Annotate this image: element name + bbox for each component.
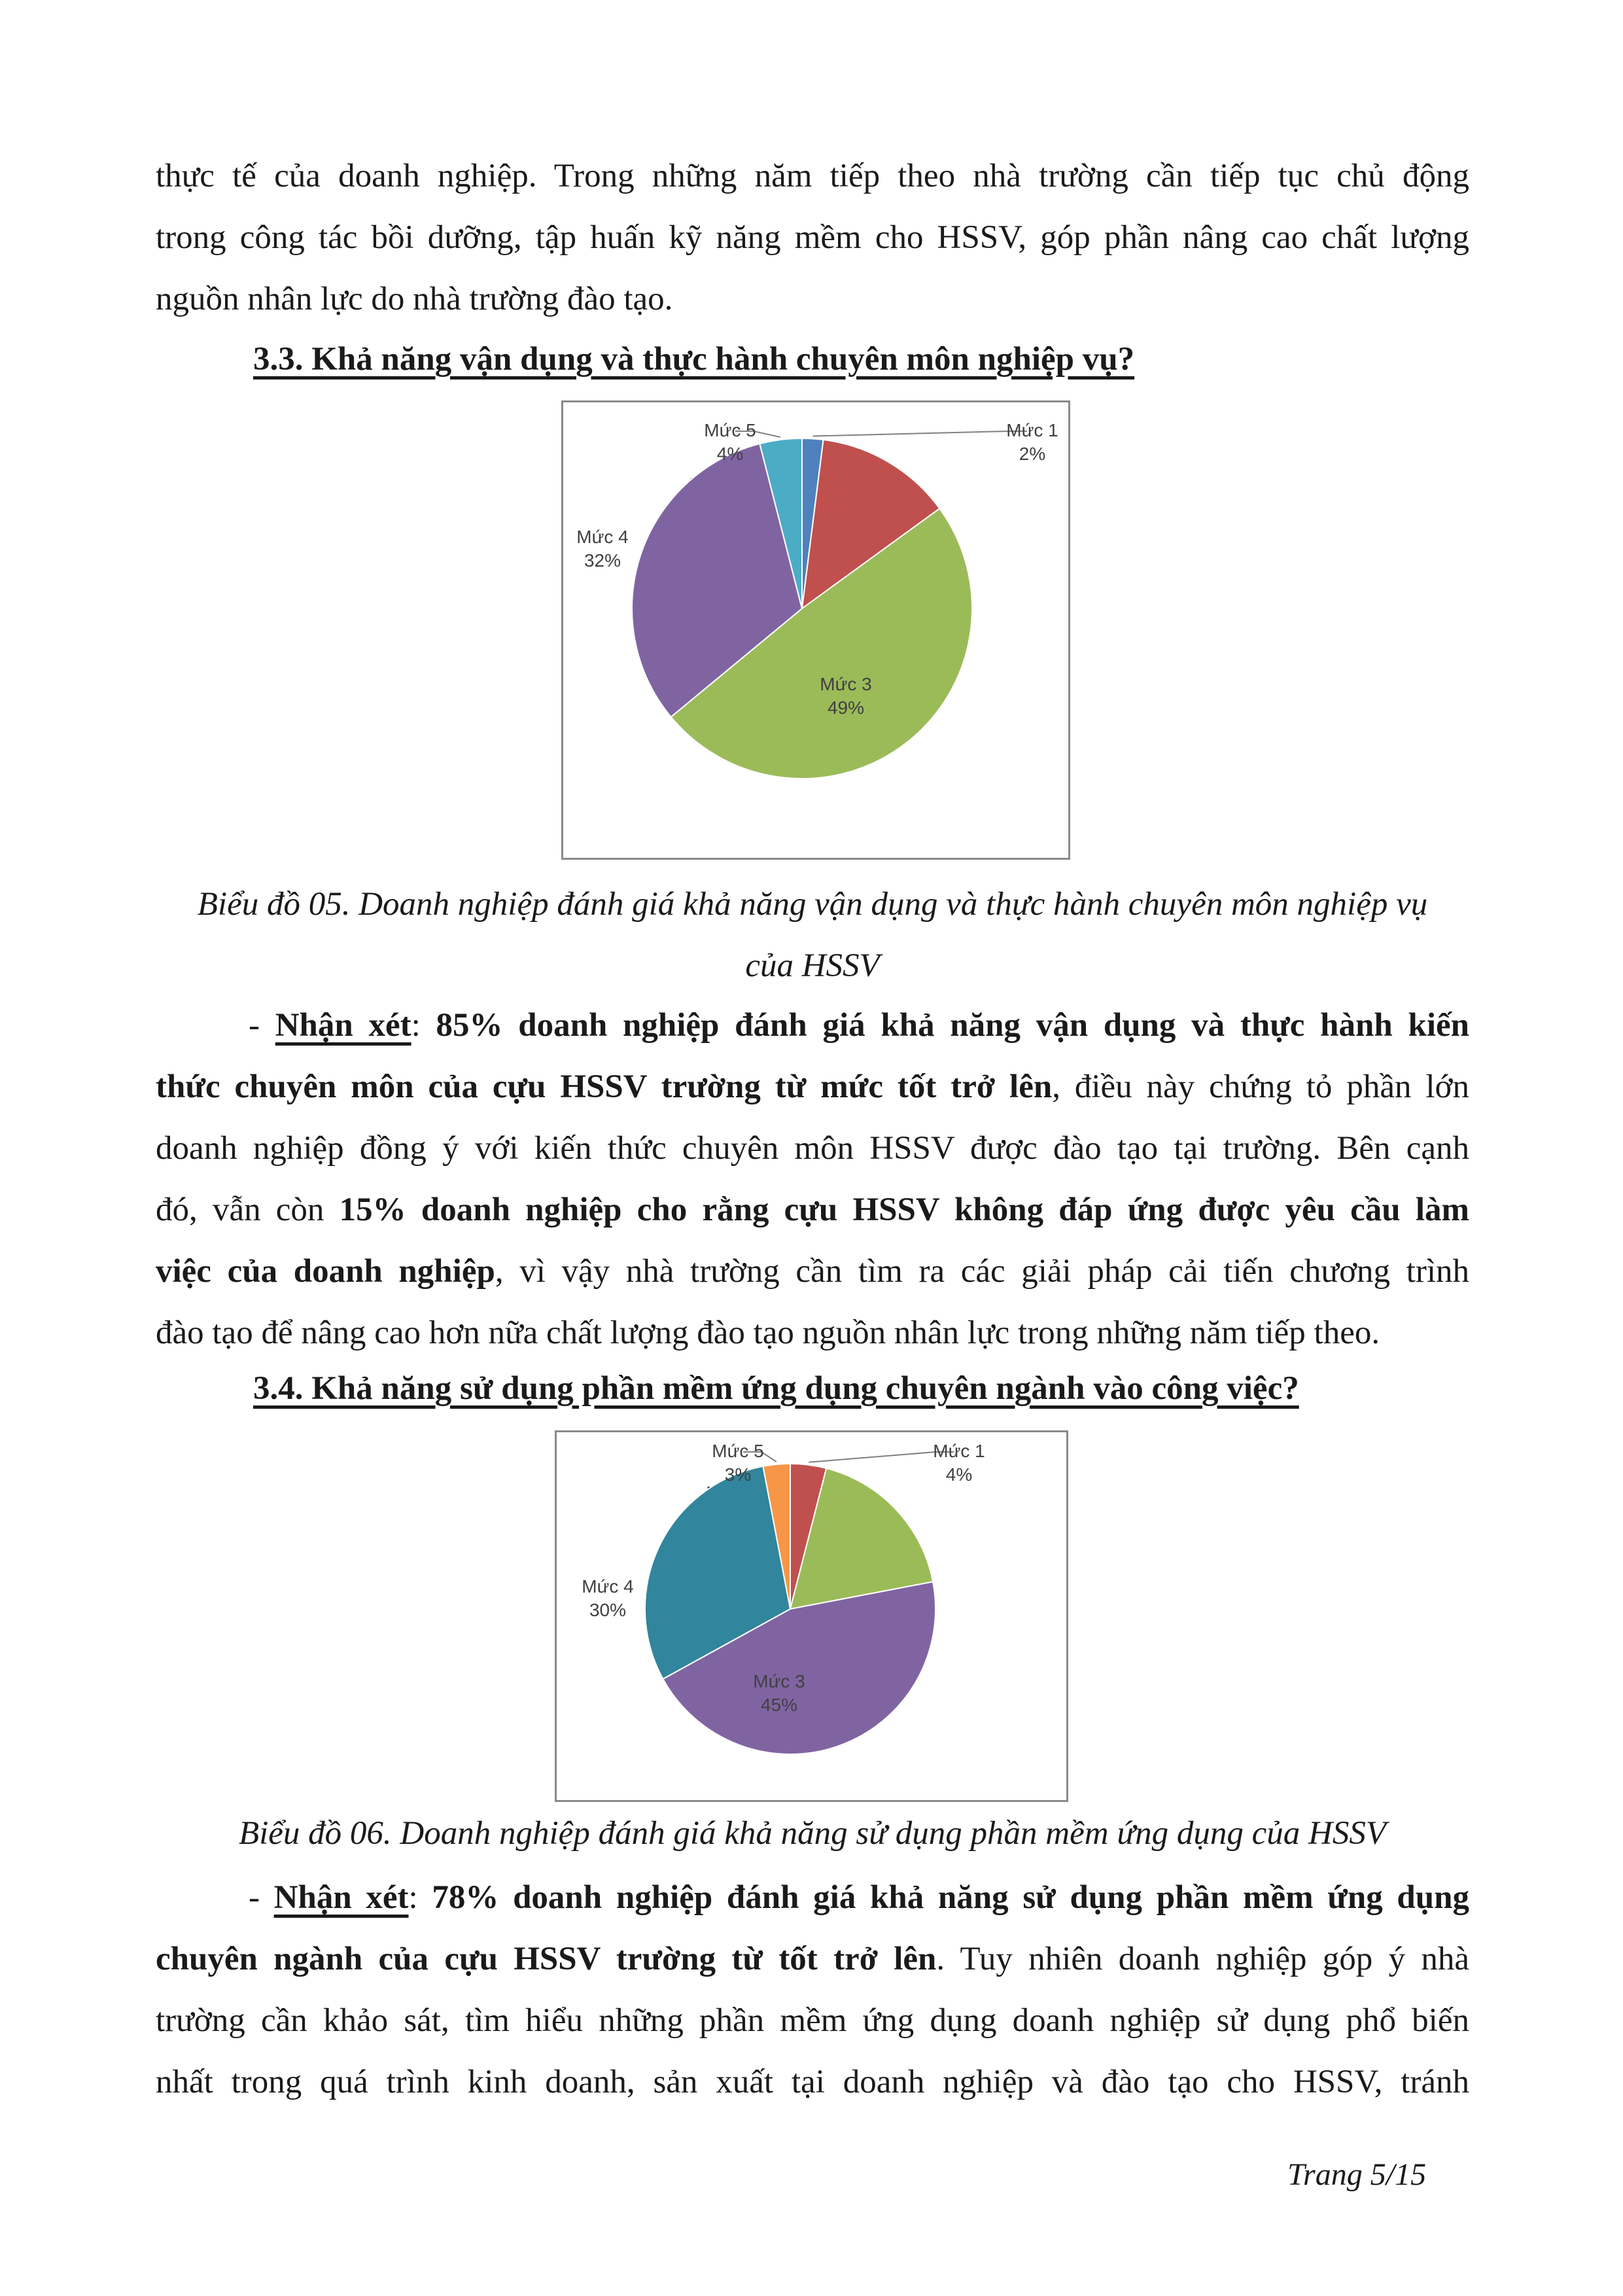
slice-category-label: Mức 5 (704, 420, 756, 440)
comment-label: Nhận xét (273, 1879, 409, 1916)
slice-percent-label: 3% (724, 1464, 752, 1485)
pie-chart-06 (555, 1430, 1068, 1802)
slice-category-label: Mức 3 (820, 674, 872, 694)
bold-text: chuyên ngành của cựu HSSV trường từ tốt trở lên (156, 1941, 937, 1977)
text-line: nhất trong quá trình kinh doanh, sản xuất tại doanh nghiệp và đào tạo cho HSSV, tránh (156, 2064, 1469, 2100)
pie-chart-06-svg (557, 1432, 1070, 1804)
slice-percent-label: 4% (716, 444, 744, 464)
intro-paragraph (156, 145, 1469, 330)
slice-percent-label: 45% (760, 1695, 798, 1715)
page-number: Trang 5/15 (1287, 2157, 1427, 2192)
slice-percent-label: 32% (584, 550, 621, 571)
slice-category-label: Mức 3 (753, 1671, 805, 1691)
text-line: doanh nghiệp đồng ý với kiến thức chuyên môn HSSV được đào tạo tại trường. Bên cạnh (156, 1130, 1469, 1167)
slice-category-label: Mức 5 (712, 1441, 764, 1461)
section-heading-3-4: 3.4. Khả năng sử dụng phần mềm ứng dụng chuyên ngành vào công việc? (253, 1370, 1299, 1407)
plain-text: . Tuy nhiên doanh nghiệp góp ý nhà (936, 1941, 1469, 1977)
plain-text: , vì vậy nhà trường cần tìm ra các giải pháp cải tiến chương trình (495, 1253, 1469, 1290)
caption-line: của HSSV (745, 947, 880, 984)
text-line: đào tạo để nâng cao hơn nữa chất lượng đào tạo nguồn nhân lực trong những năm tiếp theo. (156, 1315, 1380, 1351)
bold-text: 15% doanh nghiệp cho rằng cựu HSSV không đáp ứng được yêu cầu làm (339, 1192, 1469, 1228)
bold-text: 85% doanh nghiệp đánh giá khả năng vận dụng và thực hành kiến (436, 1007, 1469, 1044)
text-line (156, 1867, 1469, 1928)
slice-percent-label: 2% (1019, 444, 1046, 464)
slice-category-label: Mức 4 (576, 527, 629, 547)
plain-text: đó, vẫn còn (156, 1192, 340, 1228)
text-line: trường cần khảo sát, tìm hiểu những phần mềm ứng dụng doanh nghiệp sử dụng phổ biến (156, 2002, 1469, 2039)
bold-text: 78% doanh nghiệp đánh giá khả năng sử dụng phần mềm ứng dụng (432, 1879, 1470, 1916)
slice-category-label: Mức 1 (933, 1441, 985, 1461)
comment-label: Nhận xét (275, 1007, 411, 1044)
dash: - (249, 1879, 274, 1916)
slice-category-label: Mức 4 (582, 1576, 634, 1597)
slice-percent-label: 49% (827, 698, 865, 718)
text-line (156, 1241, 1469, 1302)
text-line (156, 1179, 1469, 1241)
plain-text: , điều này chứng tỏ phần lớn (1052, 1069, 1469, 1105)
text-line: trong công tác bồi dưỡng, tập huấn kỹ năng mềm cho HSSV, góp phần nâng cao chất lượng (156, 219, 1469, 256)
colon: : (411, 1007, 436, 1044)
section-heading-3-3: 3.3. Khả năng vận dụng và thực hành chuyên môn nghiệp vụ? (253, 341, 1135, 378)
slice-category-label: Mức 1 (1006, 420, 1058, 440)
pie-chart-05-svg (563, 402, 1072, 862)
text-line (156, 1928, 1469, 1990)
comment-paragraph-3-3 (156, 995, 1469, 1364)
caption-line: Biểu đồ 05. Doanh nghiệp đánh giá khả năng vận dụng và thực hành chuyên môn nghiệp vụ (197, 886, 1428, 923)
leader-line (809, 1452, 954, 1462)
text-line: nguồn nhân lực do nhà trường đào tạo. (156, 281, 673, 317)
colon: : (408, 1879, 432, 1916)
pie-chart-05 (561, 400, 1070, 860)
text-line: thực tế của doanh nghiệp. Trong những năm tiếp theo nhà trường cần tiếp tục chủ động (156, 158, 1469, 194)
text-line (156, 995, 1469, 1056)
chart-caption-06: Biểu đồ 06. Doanh nghiệp đánh giá khả năng sử dụng phần mềm ứng dụng của HSSV (238, 1815, 1387, 1852)
dash: - (249, 1007, 275, 1044)
slice-percent-label: 30% (589, 1600, 627, 1620)
chart-caption-05 (156, 874, 1469, 997)
bold-text: thức chuyên môn của cựu HSSV trường từ mức tốt trở lên (156, 1069, 1053, 1105)
leader-line (813, 431, 1027, 436)
slice-percent-label: 4% (945, 1464, 973, 1485)
comment-paragraph-3-4 (156, 1867, 1469, 2113)
bold-text: việc của doanh nghiệp (156, 1253, 495, 1290)
text-line (156, 1056, 1469, 1118)
